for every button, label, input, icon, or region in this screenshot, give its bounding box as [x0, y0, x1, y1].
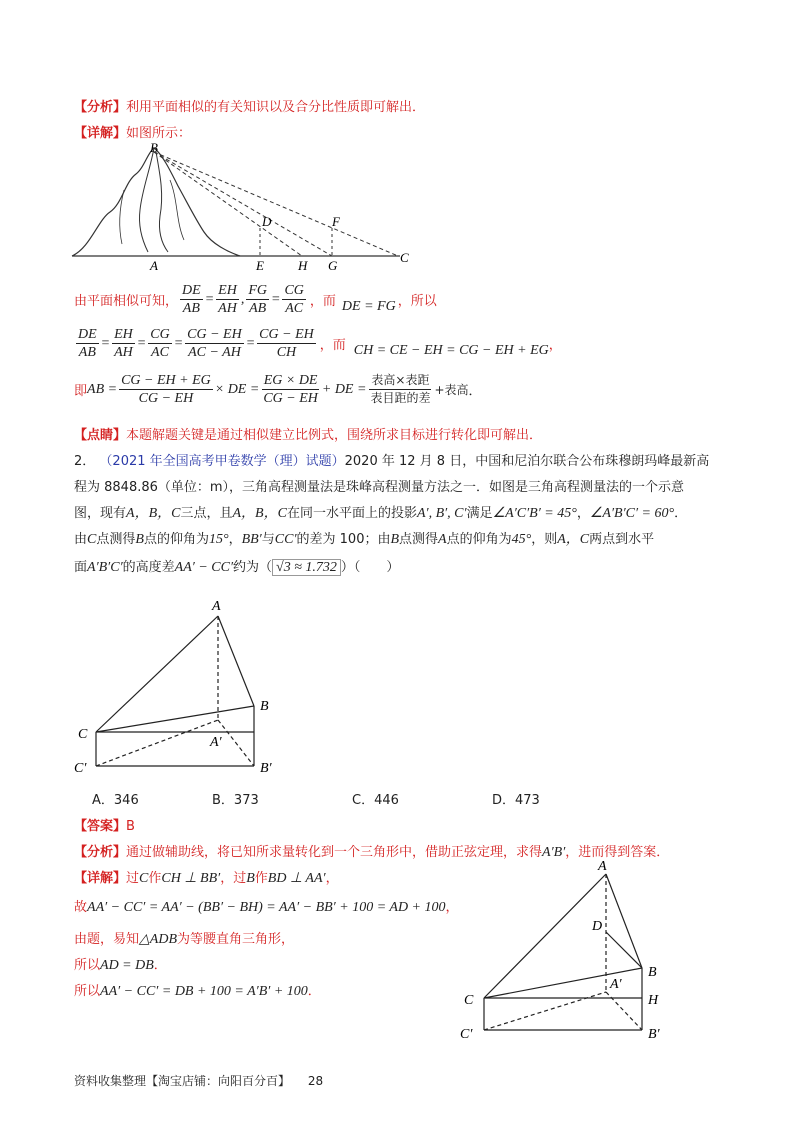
- edge-AB: [606, 874, 642, 968]
- q2-l4-q: ，则: [531, 532, 558, 547]
- d4-b: AD = DB: [100, 958, 154, 973]
- answer-detail-3: [74, 928, 294, 948]
- eq3-times: × DE =: [214, 381, 260, 397]
- eq3-frac-2: [261, 372, 320, 407]
- mountain-detail-4: [170, 180, 184, 240]
- q2-l4-e: 点的仰角为: [143, 532, 209, 547]
- option-d-letter: D．: [492, 793, 516, 808]
- mountain-detail-1: [139, 148, 154, 252]
- label-H: H: [648, 993, 659, 1008]
- answer-analysis-a: 通过做辅助线，将已知所求量转化到一个三角形中，借助正弦定理，求得: [126, 845, 543, 860]
- label-D: D: [262, 214, 272, 229]
- eq3-f3-den: 表目距的差: [370, 391, 431, 405]
- q2-l5-a: 面: [74, 560, 88, 575]
- label-Ap: A′: [210, 735, 222, 750]
- answer-analysis-b: ，进而得到答案．: [565, 845, 670, 860]
- prism-figure: [70, 596, 290, 776]
- q2-l5-f: √3 ≈ 1.732: [272, 559, 341, 576]
- d1-b: C: [139, 871, 149, 886]
- q2-line-4: [74, 528, 654, 548]
- label-A: A: [598, 859, 607, 874]
- d1-d: CH ⊥ BB′: [161, 871, 221, 886]
- eq3-f2-den: CG − EH: [263, 391, 318, 406]
- d5-a: 所以: [74, 984, 101, 999]
- eq3-ab: AB =: [87, 381, 118, 397]
- detail-label: 【详解】: [74, 126, 127, 141]
- option-c[interactable]: [352, 789, 399, 808]
- q2-number: 2．: [74, 454, 96, 469]
- comment-line: [74, 424, 542, 443]
- answer-label: 【答案】: [74, 819, 127, 834]
- option-c-value: 446: [374, 793, 399, 808]
- eq3-frac-1: [119, 372, 213, 407]
- eq1-frac-4: [282, 282, 305, 317]
- q2-l5-g: ）（ ）: [340, 560, 400, 575]
- eq1-suffix: ，所以: [397, 294, 437, 309]
- eq1-frac-2: [216, 282, 239, 317]
- d3-a: 由题，易知: [74, 932, 140, 947]
- d1-f: B: [246, 871, 255, 886]
- d1-e: ，过: [220, 871, 247, 886]
- analysis-label: 【分析】: [74, 100, 127, 115]
- q2-line1-rest: 2020 年 12 月 8 日，中国和尼泊尔联合公布珠穆朗玛峰最新高: [344, 454, 710, 469]
- label-B: B: [648, 965, 657, 980]
- eq3-f1-num: CG − EH + EG: [121, 373, 211, 388]
- label-Cp: C′: [74, 761, 87, 776]
- option-d[interactable]: [492, 789, 540, 808]
- q2-line-1: [74, 450, 709, 469]
- label-A: A: [212, 599, 221, 614]
- eq2-f1-num: DE: [78, 327, 97, 342]
- label-Bp: B′: [260, 761, 272, 776]
- footer-text: 资料收集整理【淘宝店铺：向阳百分百】: [74, 1074, 291, 1088]
- d5-c: ．: [307, 984, 321, 999]
- eq1-frac-3: [246, 282, 269, 317]
- q2-l4-l: B: [390, 532, 400, 547]
- page-number: 28: [307, 1074, 324, 1088]
- q2-l3-f: A′, B′, C′: [416, 506, 467, 521]
- detail-text: 如图所示：: [126, 126, 192, 141]
- eq1-f2-num: EH: [218, 283, 237, 298]
- eq1-f4-den: AC: [285, 301, 304, 316]
- line-BC: [154, 152, 398, 256]
- q2-l4-n: A: [438, 532, 447, 547]
- d1-a: 过: [126, 871, 140, 886]
- q2-l4-p: 45°: [511, 532, 532, 547]
- eq1-prefix: 由平面相似可知，: [74, 294, 179, 309]
- q2-l4-b: C: [87, 532, 97, 547]
- eq1-f1-den: AB: [182, 301, 200, 316]
- q2-l4-j: CC′: [274, 532, 297, 547]
- q2-l3-b: A，B，C: [126, 506, 181, 521]
- eq3-tail: +表高: [434, 383, 469, 397]
- mountain-outline: [72, 148, 240, 256]
- eq2-f2-den: AH: [114, 345, 133, 360]
- option-a-letter: A．: [92, 793, 114, 808]
- answer-line: [74, 815, 135, 834]
- eq1-f3-den: AB: [249, 301, 267, 316]
- eq1-f2-den: AH: [218, 301, 237, 316]
- edge-CpAp: [96, 720, 218, 766]
- q2-source: （2021 年全国高考甲卷数学（理）试题）: [99, 454, 345, 469]
- q2-line-5: [74, 556, 399, 576]
- q2-l3-k: ．: [674, 506, 688, 521]
- q2-l3-g: 满足: [466, 506, 493, 521]
- eq1-f3-num: FG: [248, 283, 267, 298]
- answer-detail-4: [74, 954, 167, 974]
- label-F: F: [332, 214, 340, 229]
- answer-value: B: [126, 819, 135, 834]
- eq2-f4-den: AC − AH: [188, 345, 241, 360]
- q2-l4-d: B: [135, 532, 144, 547]
- q2-l4-s: 两点到水平: [589, 532, 655, 547]
- q2-l3-d: A，B，C: [232, 506, 287, 521]
- option-b[interactable]: [212, 789, 259, 808]
- q2-l3-a: 图，现有: [74, 506, 127, 521]
- line-BG: [154, 152, 332, 256]
- d3-c: 为等腰直角三角形，: [177, 932, 295, 947]
- edge-AC: [484, 874, 606, 998]
- d1-c: 作: [148, 871, 162, 886]
- eq3-end: ．: [468, 384, 482, 399]
- eq2-frac-2: [112, 326, 135, 361]
- eq2-frac-5: [257, 326, 316, 361]
- d1-i: ，: [325, 871, 339, 886]
- label-Cp: C′: [460, 1027, 473, 1042]
- page-footer: [74, 1072, 323, 1089]
- detail-line: [74, 122, 191, 141]
- label-G: G: [328, 258, 338, 272]
- d4-a: 所以: [74, 958, 101, 973]
- eq2-f4-num: CG − EH: [187, 327, 242, 342]
- q2-line2: 程为 8848.86（单位：m），三角高程测量法是珠峰高程测量方法之一．如图是三角高程测量法的一个示意: [74, 480, 685, 495]
- option-d-value: 473: [515, 793, 540, 808]
- equation-3: [74, 372, 482, 407]
- q2-l3-h: ∠A′C′B′ = 45°: [492, 506, 577, 521]
- prism-figure-2: [456, 858, 686, 1050]
- q2-l5-c: 的高度差: [122, 560, 175, 575]
- q2-l4-i: 与: [261, 532, 275, 547]
- eq2-frac-4: [185, 326, 244, 361]
- label-E: E: [256, 258, 264, 272]
- eq3-prefix: 即: [74, 384, 88, 399]
- d1-h: BD ⊥ AA′: [267, 871, 326, 886]
- q2-l3-j: ∠A′B′C′ = 60°: [589, 506, 675, 521]
- mountain-figure: [70, 140, 420, 272]
- q2-line-3: [74, 502, 687, 522]
- label-C: C: [400, 250, 409, 265]
- option-b-letter: B．: [212, 793, 234, 808]
- q2-l4-m: 点测得: [399, 532, 439, 547]
- eq2-f5-den: CH: [276, 345, 297, 360]
- eq2-f1-den: AB: [78, 345, 96, 360]
- eq2-f3-den: AC: [151, 345, 169, 360]
- option-b-value: 373: [233, 793, 259, 808]
- label-B: B: [260, 699, 269, 714]
- edge-DB: [606, 932, 642, 968]
- eq3-f3-num: 表高×表距: [369, 372, 431, 390]
- label-C: C: [464, 993, 474, 1008]
- q2-line-2: [74, 476, 684, 495]
- d3-b: △ADB: [139, 932, 177, 947]
- q2-l4-f: 15°: [208, 532, 229, 547]
- comment-text: 本题解题关键是通过相似建立比例式，围绕所求目标进行转化即可解出．: [126, 428, 543, 443]
- q2-l4-g: ，: [228, 532, 242, 547]
- label-C: C: [78, 727, 88, 742]
- answer-analysis-label: 【分析】: [74, 845, 127, 860]
- label-H: H: [298, 258, 308, 272]
- eq3-frac-3: [368, 372, 432, 407]
- d2-b: AA′ − CC′ = AA′ − (BB′ − BH) = AA′ − BB′ + 100 = AD + 100: [87, 900, 446, 915]
- option-c-letter: C．: [352, 793, 375, 808]
- mountain-detail-2: [156, 152, 168, 252]
- option-a[interactable]: [92, 789, 139, 808]
- q2-l4-k: 的差为 100；由: [296, 532, 391, 547]
- eq3-f1-den: CG − EH: [138, 391, 194, 406]
- answer-detail-1: [74, 867, 339, 887]
- eq2-frac-1: [76, 326, 99, 361]
- edge-AB: [218, 616, 254, 706]
- q2-l4-a: 由: [74, 532, 88, 547]
- d2-c: ，: [445, 900, 459, 915]
- eq2-right: CH = CE − EH = CG − EH + EG: [353, 342, 549, 358]
- eq1-f4-num: CG: [284, 283, 304, 298]
- q2-l3-e: 在同一水平面上的投影: [286, 506, 417, 521]
- q2-l4-c: 点测得: [96, 532, 136, 547]
- edge-ApBp: [218, 720, 254, 766]
- option-a-value: 346: [113, 793, 139, 808]
- eq3-f2-num: EG × DE: [263, 373, 318, 388]
- eq2-er: ，而: [319, 338, 346, 353]
- q2-l5-d: AA′ − CC′: [174, 560, 234, 575]
- eq2-end: ，: [548, 338, 562, 353]
- comment-label: 【点睛】: [74, 428, 127, 443]
- eq2-f5-num: CG − EH: [259, 327, 314, 342]
- eq2-f2-num: EH: [114, 327, 133, 342]
- answer-analysis-math: A′B′: [542, 845, 566, 860]
- q2-l3-i: ，: [576, 506, 590, 521]
- answer-detail-5: [74, 980, 321, 1000]
- d2-a: 故: [74, 900, 88, 915]
- q2-l5-e: 约为（: [233, 560, 273, 575]
- equation-2: $\frac{DE}{AB}$ = $\frac{EH}{AH}$ = $\frac{CG}{AC}$ = $\frac{CG - EH}{AC - AH}$ = $\frac{CG - EH}{CH}$ ，而 CH = CE − EH = CG − EH + EG ，: [78, 327, 562, 360]
- answer-detail-2: [74, 896, 459, 916]
- label-Bp: B′: [648, 1027, 660, 1042]
- label-B: B: [150, 140, 158, 155]
- eq1-er: ，而: [309, 294, 336, 309]
- q2-l4-o: 点的仰角为: [446, 532, 512, 547]
- answer-detail-label: 【详解】: [74, 871, 127, 886]
- eq2-frac-3: [148, 326, 171, 361]
- q2-l4-h: BB′: [241, 532, 262, 547]
- analysis-text: 利用平面相似的有关知识以及合分比性质即可解出．: [126, 100, 426, 115]
- label-Ap: A′: [610, 977, 622, 992]
- eq1-mid: DE = FG: [341, 298, 396, 314]
- d1-g: 作: [254, 871, 268, 886]
- eq2-f3-num: CG: [150, 327, 170, 342]
- d4-c: ．: [153, 958, 167, 973]
- q2-l3-c: 三点，且: [180, 506, 233, 521]
- eq3-plus: + DE =: [321, 381, 367, 397]
- analysis-line: [74, 96, 425, 115]
- eq1-f1-num: DE: [182, 283, 201, 298]
- q2-l4-r: A，C: [557, 532, 590, 547]
- q2-l5-b: A′B′C′: [87, 560, 123, 575]
- eq1-frac-1: [180, 282, 203, 317]
- label-D: D: [592, 919, 603, 934]
- d5-b: AA′ − CC′ = DB + 100 = A′B′ + 100: [100, 984, 308, 999]
- label-A: A: [150, 258, 158, 272]
- equation-1: 由平面相似可知， $\frac{DE}{AB}$ = $\frac{EH}{AH}$ , $\frac{FG}{AB}$ = $\frac{CG}{AC}$ ，而 DE = FG ，所以: [74, 283, 437, 316]
